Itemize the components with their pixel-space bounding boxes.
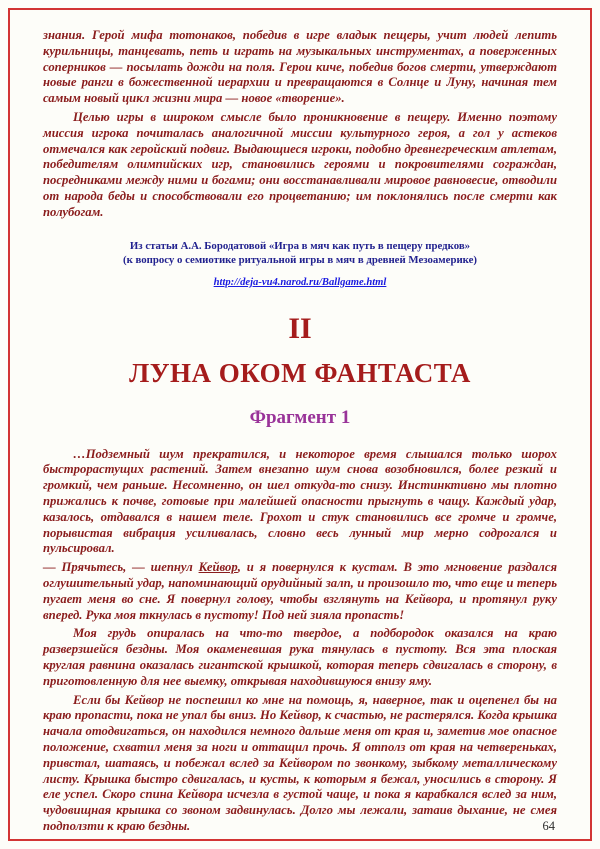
body-text-block xyxy=(43,447,557,835)
source-link-line xyxy=(43,272,557,290)
dialogue-text-pre: — Прячьтесь, — шепнул xyxy=(43,560,199,575)
attribution-block xyxy=(43,239,557,267)
body-paragraph-2 xyxy=(43,560,557,623)
keivor-character-link[interactable]: Кейвор xyxy=(198,560,238,575)
fragment-subtitle: Фрагмент 1 xyxy=(249,406,351,428)
page-content xyxy=(43,28,557,838)
intro-paragraph-1: знания. Герой мифа тотонаков, победив в игре владык пещеры, учит людей лепить курильницы, танцевать, петь и играть на музыкальных инструментах, а поверженных соперников — посылать дожди на поля. Герои киче, победив богов смерти, утверждают новые ранги в божественной иерархии и превращаются в Солнце и Луну, начиная тем самым новый цикл жизни мира — новое «творение». xyxy=(43,28,557,106)
chapter-number: II xyxy=(288,311,312,345)
intro-paragraph-2: Целью игры в широком смысле было проникновение в пещеру. Именно поэтому миссия игрока почиталась аналогичной миссии культурного героя, а гол у астеков отмечался как геройский подвиг. Выдающиеся игроки, подобно древнегреческим атлетам, победителям олимпийских игр, становились героями и покровителями сограждан, посредниками между ними и богами; они восстанавливали мировое равновесие, отводили от народа беды и способствовали его процветанию; им поклонялись после смерти как полубогам. xyxy=(43,109,557,219)
body-paragraph-3: Моя грудь опиралась на что-то твердое, а подбородок оказался на краю разверзшейся бездны. Моя окаменевшая рука тянулась в пустоту. Вся эта плоская круглая равнина оказалась гигантской крышкой, которая теперь сдвигалась в сторону, в приготовленную для нее выемку, открывая находившуюся внизу яму. xyxy=(43,626,557,688)
page-number: 64 xyxy=(542,819,555,833)
attribution-line-1: Из статьи А.А. Бородатовой «Игра в мяч как путь в пещеру предков» xyxy=(129,239,471,252)
dialogue-text-post: , и я повернулся к кустам. В это мгновение раздался оглушительный удар, напоминающий орудийный залп, и произошло то, что еще и теперь пугает меня во сне. Я повернул голову, чтобы взглянуть на Кейвора, и протянул руку вперед. Рука моя ткнулась в пустоту! Под ней зияла пропасть! xyxy=(43,560,557,622)
chapter-title: ЛУНА ОКОМ ФАНТАСТА xyxy=(129,357,471,388)
source-link[interactable]: http://deja-vu4.narod.ru/Ballgame.html xyxy=(213,276,387,288)
body-paragraph-4: Если бы Кейвор не поспешил ко мне на помощь, я, наверное, так и оцепенел бы на краю пропасти, пока не упал бы вниз. Но Кейвор, к счастью, не растерялся. Когда крышка начала отодвигаться, он находился немного дальше меня от края и, заметив мое опасное положение, схватил меня за ноги и оттащил прочь. Я отполз от края на четвереньках, привстал, шатаясь, и побежал вслед за Кейвором по звонкому, зыбкому металлическому листу. Крышка быстро сдвигалась, и кусты, к которым я бежал, уносились в сторону. Я еле успел. Скоро спина Кейвора исчезла в густой чаще, и пока я карабкался вслед за ним, чудовищная крышка со звоном задвинулась. Долго мы лежали, затаив дыхание, не смея подползти к краю бездны. xyxy=(43,692,557,833)
attribution-line-2: (к вопросу о семиотике ритуальной игры в мяч в древней Мезоамерике) xyxy=(122,253,478,266)
body-paragraph-1: …Подземный шум прекратился, и некоторое время слышался только шорох быстрорастущих растений. Затем внезапно шум снова возобновился, более резкий и громкий, чем раньше. Несомненно, он шел откуда-то снизу. Инстинктивно мы плотно прижались к почве, готовые при малейшей опасности прыгнуть в чащу. Каждый удар, казалось, отдавался в нашем теле. Грохот и стук становились все громче и громче, порывистая вибрация усиливалась, словно весь лунный мир мерно содрогался и пульсировал. xyxy=(43,446,557,556)
